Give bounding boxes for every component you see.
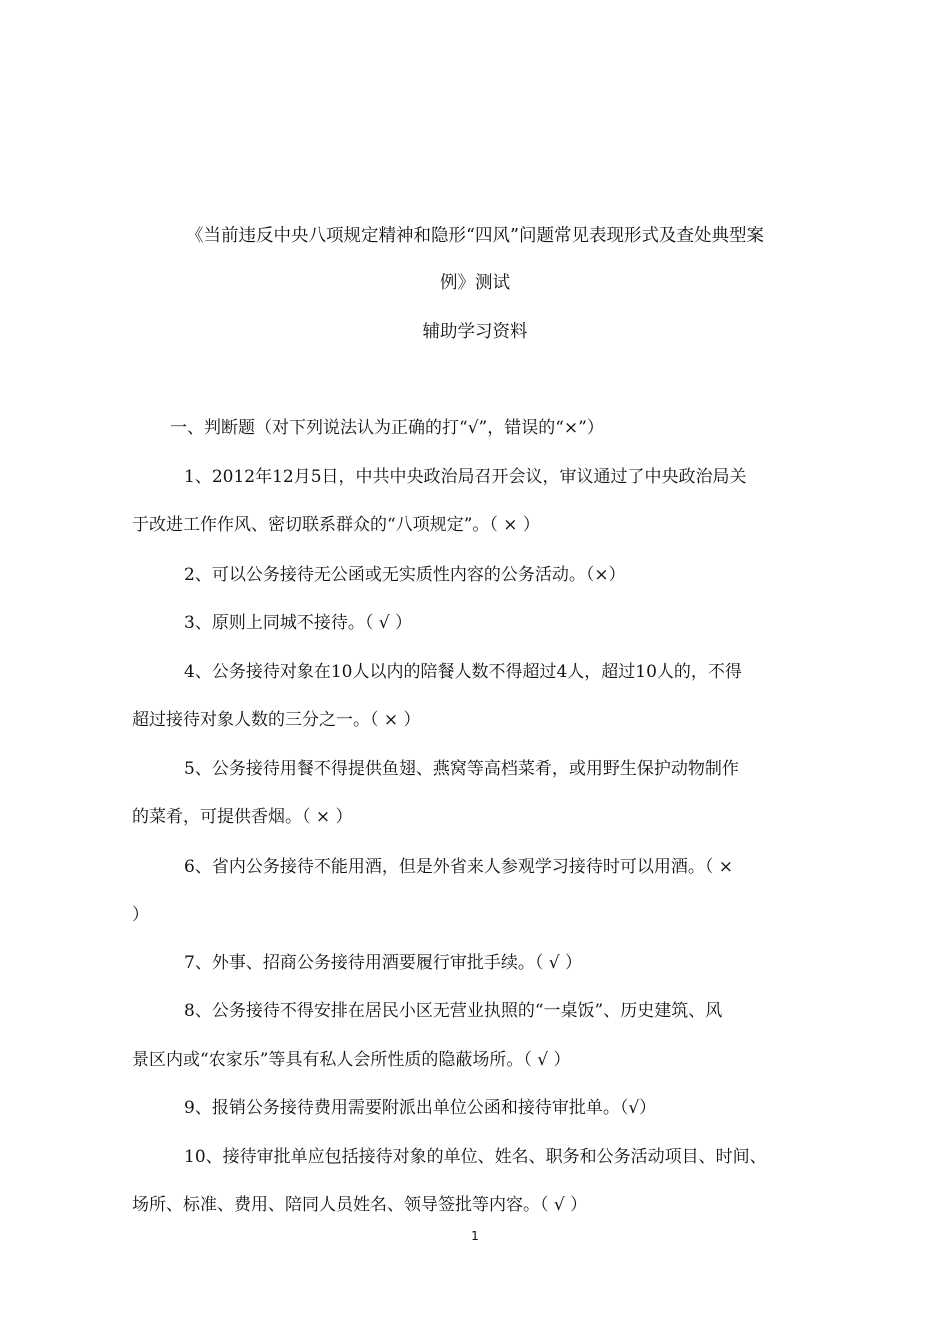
item-5-line-1: 5、公务接待用餐不得提供鱼翅、燕窝等高档菜肴，或用野生保护动物制作 [184,759,739,779]
page-number: 1 [471,1229,479,1243]
item-8-line-2: 景区内或“农家乐”等具有私人会所性质的隐蔽场所。（ √ ） [132,1050,571,1070]
item-5-line-2: 的菜肴，可提供香烟。（ × ） [132,807,353,827]
document-subtitle: 辅助学习资料 [422,322,528,342]
section-heading: 一、判断题（对下列说法认为正确的打“√”，错误的“×”） [170,418,604,438]
item-9-line-1: 9、报销公务接待费用需要附派出单位公函和接待审批单。（√） [184,1098,657,1118]
item-8-line-1: 8、公务接待不得安排在居民小区无营业执照的“一桌饭”、历史建筑、风 [184,1001,723,1021]
item-1-line-1: 1、2012年12月5日，中共中央政治局召开会议，审议通过了中央政治局关 [184,467,747,487]
item-10-line-2: 场所、标准、费用、陪同人员姓名、领导签批等内容。（ √ ） [132,1195,588,1215]
item-10-line-1: 10、接待审批单应包括接待对象的单位、姓名、职务和公务活动项目、时间、 [184,1147,767,1167]
item-6-line-2: ） [132,905,149,925]
item-1-line-2: 于改进工作作风、密切联系群众的“八项规定”。（ × ） [132,515,540,535]
item-2-line-1: 2、可以公务接待无公函或无实质性内容的公务活动。（×） [184,565,626,585]
item-6-line-1: 6、省内公务接待不能用酒，但是外省来人参观学习接待时可以用酒。（ × [184,857,733,877]
document-title-line-2: 例》测试 [440,273,510,293]
item-4-line-2: 超过接待对象人数的三分之一。（ × ） [132,710,421,730]
item-3-line-1: 3、原则上同城不接待。（ √ ） [184,613,412,633]
document-title-line-1: 《当前违反中央八项规定精神和隐形“四风”问题常见表现形式及查处典型案 [186,226,764,246]
item-4-line-1: 4、公务接待对象在10人以内的陪餐人数不得超过4人，超过10人的，不得 [184,662,742,682]
item-7-line-1: 7、外事、招商公务接待用酒要履行审批手续。（ √ ） [184,953,582,973]
